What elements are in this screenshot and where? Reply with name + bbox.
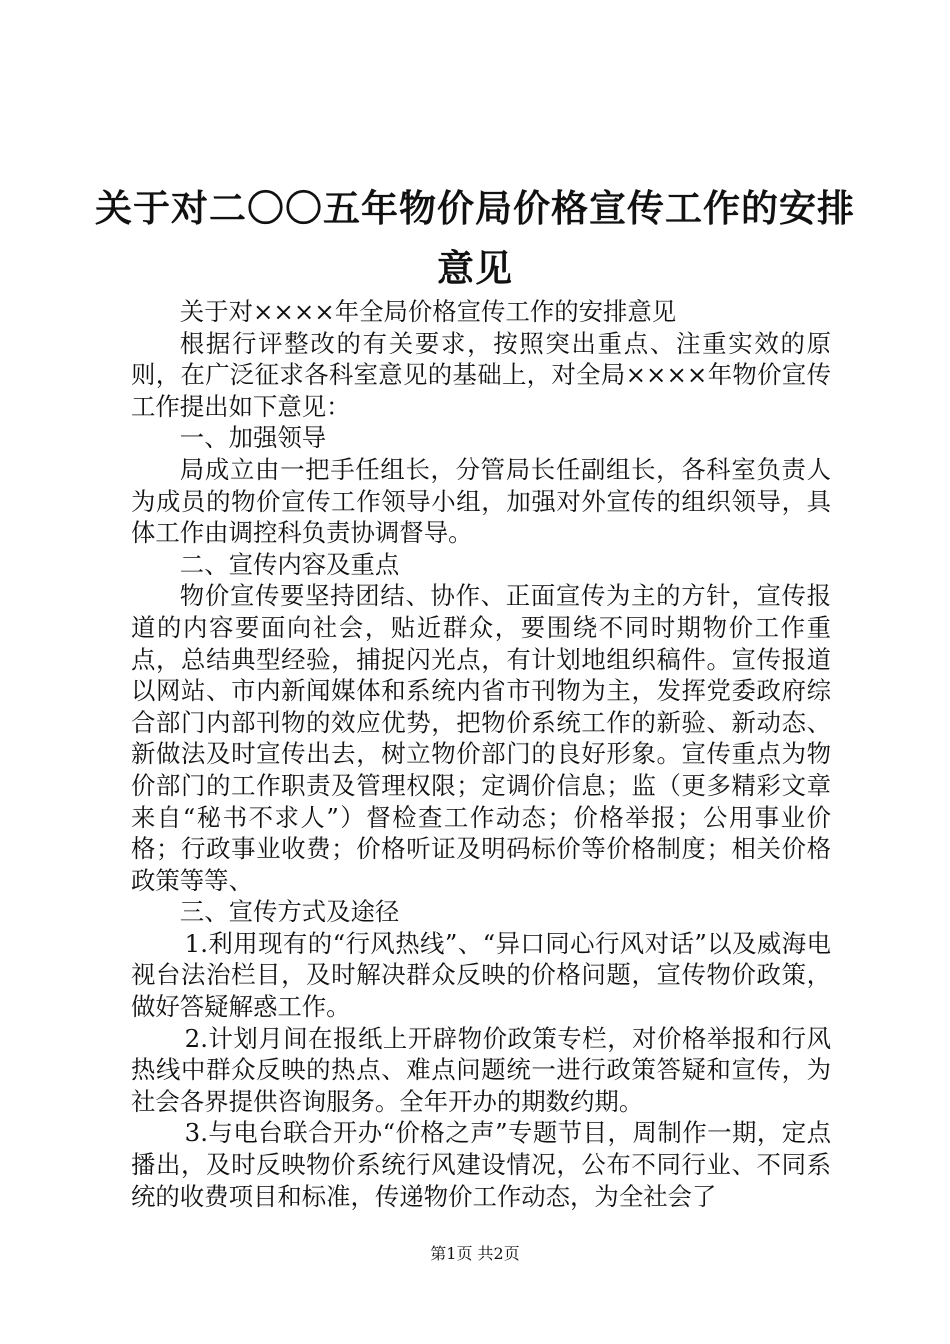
paragraph-leadership: 局成立由一把手任组长，分管局长任副组长，各科室负责人为成员的物价宣传工作领导小组，加强对外宣传的组织领导，具体工作由调控科负责协调督导。 <box>131 454 831 548</box>
list-item-2: 2.计划月间在报纸上开辟物价政策专栏，对价格举报和行风热线中群众反映的热点、难点问题统一进行政策答疑和宣传，为社会各界提供咨询服务。全年开办的期数约期。 <box>131 1023 831 1116</box>
section-heading-1: 一、加强领导 <box>179 423 327 453</box>
document-body <box>131 296 831 1212</box>
paragraph-content: 物价宣传要坚持团结、协作、正面宣传为主的方针，宣传报道的内容要面向社会，贴近群众，要围绕不同时期物价工作重点，总结典型经验，捕捉闪光点，有计划地组织稿件。宣传报道以网站、市内新闻媒体和系统内省市刊物为主，发挥党委政府综合部门内部刊物的效应优势，把物价系统工作的新验、新动态、新做法及时宣传出去，树立物价部门的良好形象。宣传重点为物价部门的工作职责及管理权限；定调价信息；监（更多精彩文章来自“秘书不求人”）督检查工作动态；价格举报；公用事业价格；行政事业收费；价格听证及明码标价等价格制度；相关价格政策等等、 <box>131 581 831 895</box>
page-footer: 第1页 共2页 <box>430 1244 520 1263</box>
paragraph-intro: 根据行评整改的有关要求，按照突出重点、注重实效的原则，在广泛征求各科室意见的基础上，对全局××××年物价宣传工作提出如下意见： <box>131 328 831 421</box>
document-title-line-2: 意见 <box>437 246 513 290</box>
list-item-1: 1.利用现有的“行风热线”、“异口同心行风对话”以及威海电视台法治栏目，及时解决群众反映的价格问题，宣传物价政策，做好答疑解惑工作。 <box>131 928 831 1022</box>
list-item-3: 3.与电台联合开办“价格之声”专题节目，周制作一期，定点播出，及时反映物价系统行风建设情况，公布不同行业、不同系统的收费项目和标准，传递物价工作动态，为全社会了 <box>131 1118 831 1211</box>
section-heading-3: 三、宣传方式及途径 <box>179 897 400 927</box>
section-heading-2: 二、宣传内容及重点 <box>179 549 400 579</box>
document-title-line-1: 关于对二〇〇五年物价局价格宣传工作的安排 <box>95 186 855 230</box>
paragraph-subtitle: 关于对××××年全局价格宣传工作的安排意见 <box>179 297 677 326</box>
